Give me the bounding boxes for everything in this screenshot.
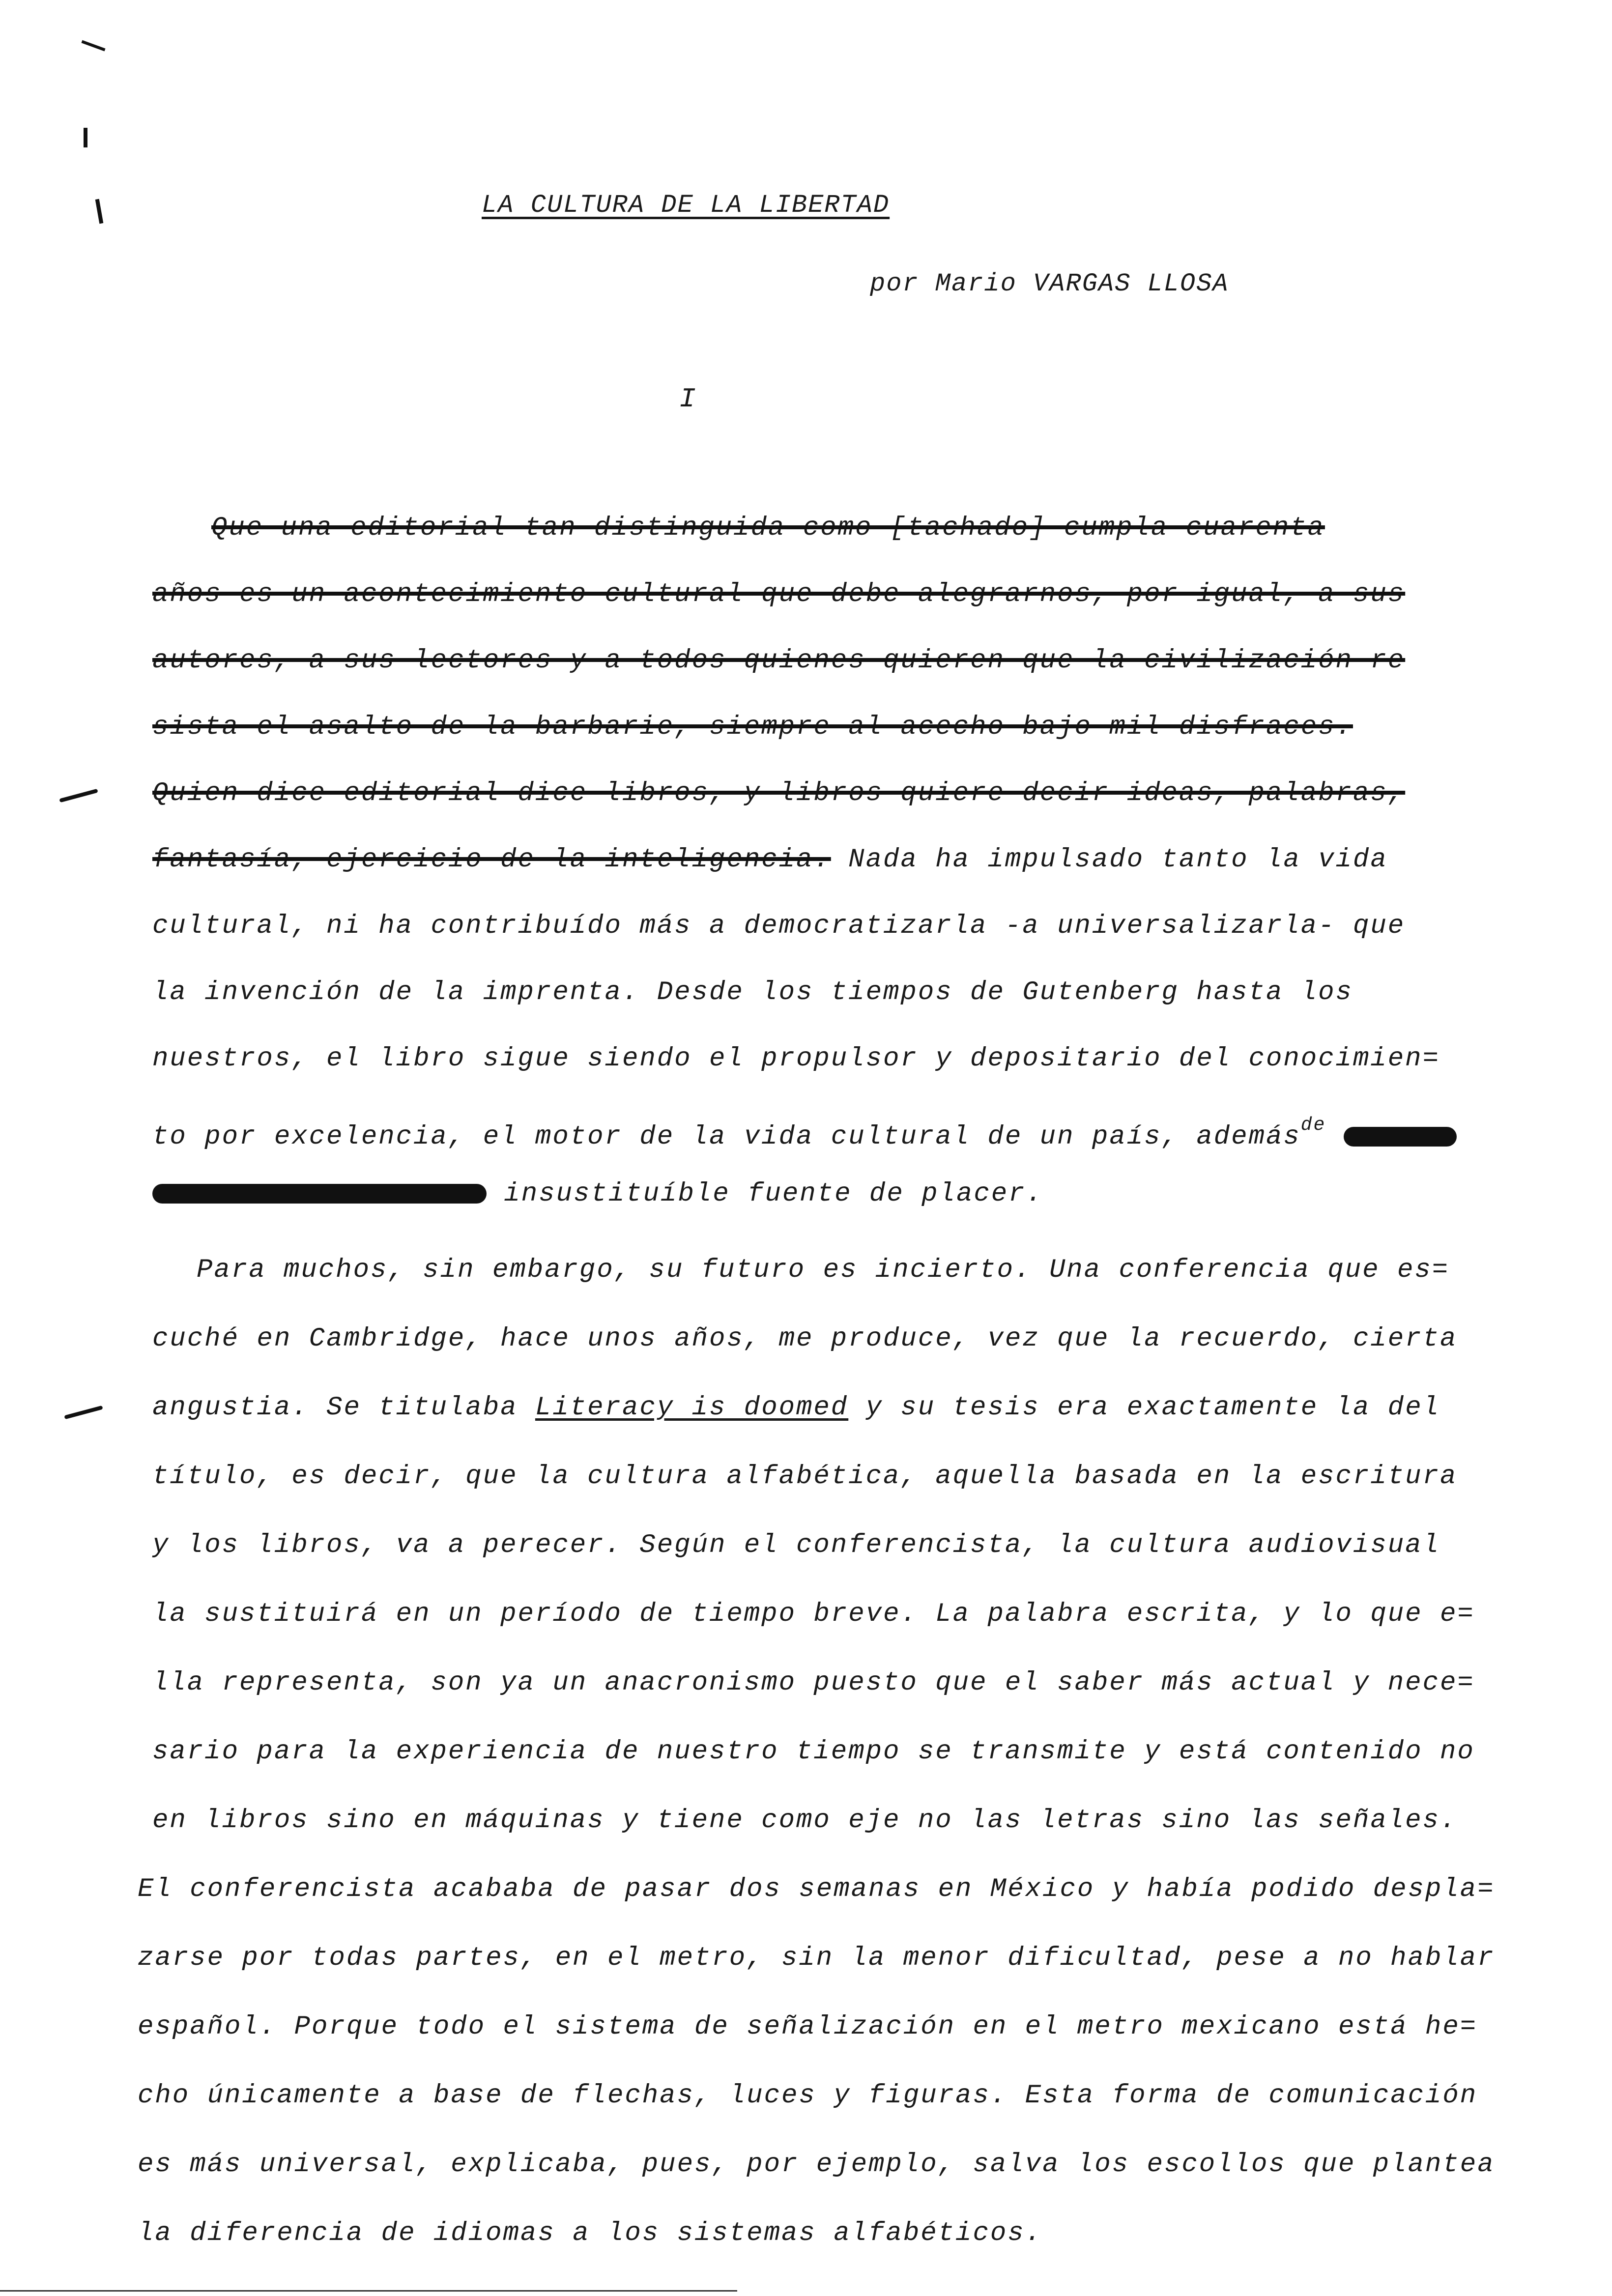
struck-line: Que una editorial tan distinguida como [tachado] cumpla cuarenta xyxy=(211,513,1325,543)
paragraph-line: la diferencia de idiomas a los sistemas alfabéticos. xyxy=(138,2218,1043,2248)
struck-line: Quien dice editorial dice libros, y libros quiere decir ideas, palabras, xyxy=(152,778,1406,808)
paragraph-line: cuché en Cambridge, hace unos años, me produce, vez que la recuerdo, cierta xyxy=(152,1324,1458,1354)
redaction-blot xyxy=(1344,1127,1457,1147)
redaction-blot xyxy=(152,1184,487,1204)
paragraph-line: título, es decir, que la cultura alfabética, aquella basada en la escritura xyxy=(152,1462,1458,1492)
paragraph-line: zarse por todas partes, en el metro, sin la menor dificultad, pese a no hablar xyxy=(138,1943,1495,1973)
margin-mark xyxy=(84,128,87,147)
paragraph-line: la invención de la imprenta. Desde los tiempos de Gutenberg hasta los xyxy=(152,977,1353,1007)
text-span: to por excelencia, el motor de la vida cultural de un país, además xyxy=(152,1122,1301,1152)
paragraph-line xyxy=(152,843,1450,877)
margin-mark xyxy=(64,1406,103,1419)
margin-mark xyxy=(95,199,104,224)
struck-line: años es un acontecimiento cultural que debe alegrarnos, por igual, a sus xyxy=(152,579,1406,609)
paragraph-line: y los libros, va a perecer. Según el conferencista, la cultura audiovisual xyxy=(152,1530,1440,1560)
handwritten-insert: de xyxy=(1300,1115,1326,1136)
paragraph-line: Para muchos, sin embargo, su futuro es incierto. Una conferencia que es= xyxy=(197,1255,1450,1285)
page-edge-line xyxy=(0,2290,737,2292)
text-span: y su tesis era exactamente la del xyxy=(865,1393,1440,1423)
paragraph-line: cultural, ni ha contribuído más a democratizarla -a universalizarla- que xyxy=(152,911,1406,941)
text-span: angustia. Se titulaba xyxy=(152,1393,518,1423)
paragraph-line xyxy=(152,1391,1450,1425)
section-number: I xyxy=(679,383,696,415)
paragraph-line: lla representa, son ya un anacronismo puesto que el saber más actual y nece= xyxy=(152,1668,1475,1698)
paragraph-line: es más universal, explicaba, pues, por ejemplo, salva los escollos que plantea xyxy=(138,2150,1495,2180)
author-byline: por Mario VARGAS LLOSA xyxy=(870,269,1229,298)
lecture-title: Literacy is doomed xyxy=(535,1393,849,1423)
paragraph-line: la sustituirá en un período de tiempo breve. La palabra escrita, y lo que e= xyxy=(152,1599,1475,1629)
margin-mark xyxy=(81,40,105,52)
paragraph-line: cho únicamente a base de flechas, luces y figuras. Esta forma de comunicación xyxy=(138,2081,1478,2111)
paragraph-line: nuestros, el libro sigue siendo el propulsor y depositario del conocimien= xyxy=(152,1044,1440,1074)
text-span: Nada ha impulsado tanto la vida xyxy=(848,845,1388,875)
paragraph-line xyxy=(152,1177,1450,1211)
paragraph-line: El conferencista acababa de pasar dos semanas en México y había podido despla= xyxy=(138,1874,1495,1904)
document-title: LA CULTURA DE LA LIBERTAD xyxy=(482,191,890,220)
paragraph-line: español. Porque todo el sistema de señalización en el metro mexicano está he= xyxy=(138,2012,1478,2042)
paragraph-line xyxy=(152,1108,1450,1154)
text-span: insustituíble fuente de placer. xyxy=(504,1179,1043,1209)
struck-phrase: fantasía, ejercicio de la inteligencia. xyxy=(152,845,831,875)
paragraph-line: en libros sino en máquinas y tiene como eje no las letras sino las señales. xyxy=(152,1806,1458,1836)
struck-line: sista el asalto de la barbarie, siempre al acecho bajo mil disfraces. xyxy=(152,712,1353,742)
struck-line: autores, a sus lectores y a todos quienes quieren que la civilización re xyxy=(152,646,1406,676)
paragraph-line: sario para la experiencia de nuestro tiempo se transmite y está contenido no xyxy=(152,1737,1475,1767)
margin-mark xyxy=(59,789,98,803)
